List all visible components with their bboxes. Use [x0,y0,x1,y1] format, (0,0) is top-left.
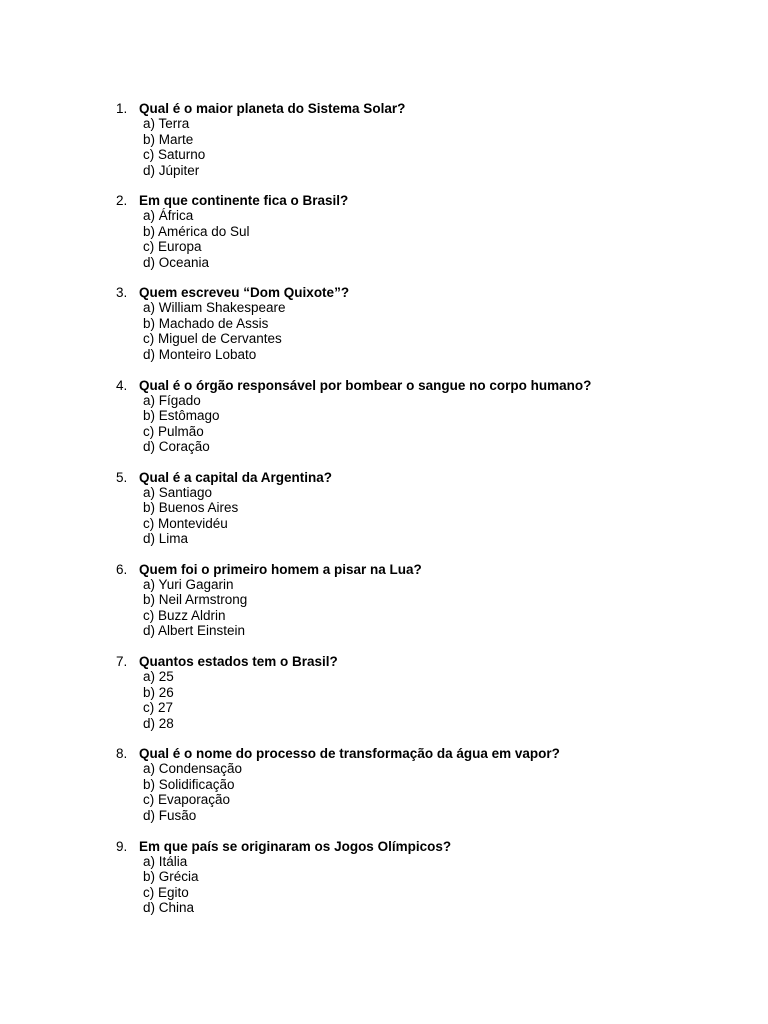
question-5 [0,469,768,561]
answer-option: d) Coração [143,439,210,455]
question-text: Qual é o órgão responsável por bombear o sangue no corpo humano? [139,377,592,393]
question-number: 5. [116,469,128,485]
answer-option: c) Miguel de Cervantes [143,331,282,347]
answer-option: b) Neil Armstrong [143,592,248,608]
answer-option: c) Saturno [143,147,206,162]
question-text: Em que país se originaram os Jogos Olímpicos? [139,838,452,854]
question-number: 1. [116,101,128,116]
question-text: Em que continente fica o Brasil? [139,193,349,209]
answer-option: c) 27 [143,700,174,716]
answer-option: a) Condensação [143,761,243,777]
answer-options [143,116,205,178]
answer-options [143,669,174,731]
answer-option: b) Machado de Assis [143,315,269,331]
question-1 [0,100,768,192]
answer-options [143,761,242,823]
question-number: 6. [116,561,128,577]
question-7 [0,653,768,745]
question-8 [0,745,768,837]
answer-option: a) Terra [143,116,190,131]
question-9 [0,838,768,930]
answer-options [143,393,220,455]
question-2 [0,192,768,284]
question-number: 2. [116,193,128,209]
answer-options [143,300,286,362]
answer-option: d) 28 [143,715,174,731]
answer-option: b) Buenos Aires [143,500,239,516]
question-3 [0,284,768,376]
answer-option: a) William Shakespeare [143,300,286,316]
question-number: 3. [116,285,128,301]
question-text: Qual é o nome do processo de transformação da água em vapor? [139,746,560,762]
answer-option: d) China [143,900,195,915]
answer-option: a) Itália [143,853,188,869]
answer-option: c) Montevidéu [143,515,228,531]
answer-option: a) Yuri Gagarin [143,576,234,592]
answer-options [143,485,238,547]
answer-option: d) Albert Einstein [143,623,246,639]
answer-option: b) Solidificação [143,776,235,792]
answer-option: d) Oceania [143,254,210,270]
answer-option: c) Egito [143,884,189,900]
answer-option: b) Estômago [143,408,220,424]
question-text: Qual é o maior planeta do Sistema Solar? [139,101,406,116]
question-text: Quem escreveu “Dom Quixote”? [139,285,350,301]
question-text: Quantos estados tem o Brasil? [139,654,338,670]
question-4 [0,377,768,469]
question-number: 7. [116,654,128,670]
answer-option: d) Monteiro Lobato [143,346,257,362]
question-number: 9. [116,838,128,854]
answer-option: b) Marte [143,131,194,147]
answer-options [143,208,250,270]
answer-option: a) Fígado [143,392,201,408]
quiz-document [0,100,768,930]
question-text: Qual é a capital da Argentina? [139,469,333,485]
question-number: 8. [116,746,128,762]
answer-option: a) 25 [143,669,174,685]
answer-option: b) 26 [143,684,174,700]
question-6 [0,561,768,653]
question-number: 4. [116,377,128,393]
answer-options [143,577,247,639]
answer-option: c) Buzz Aldrin [143,607,226,623]
answer-option: b) Grécia [143,869,199,884]
answer-option: a) Santiago [143,484,213,500]
answer-option: c) Evaporação [143,792,231,808]
answer-option: d) Júpiter [143,162,200,178]
answer-option: d) Fusão [143,807,197,823]
answer-option: b) América do Sul [143,223,250,239]
answer-option: d) Lima [143,531,189,547]
question-text: Quem foi o primeiro homem a pisar na Lua? [139,561,422,577]
answer-option: c) Europa [143,239,202,255]
answer-option: c) Pulmão [143,423,204,439]
answer-option: a) África [143,208,194,224]
answer-options [143,854,199,916]
